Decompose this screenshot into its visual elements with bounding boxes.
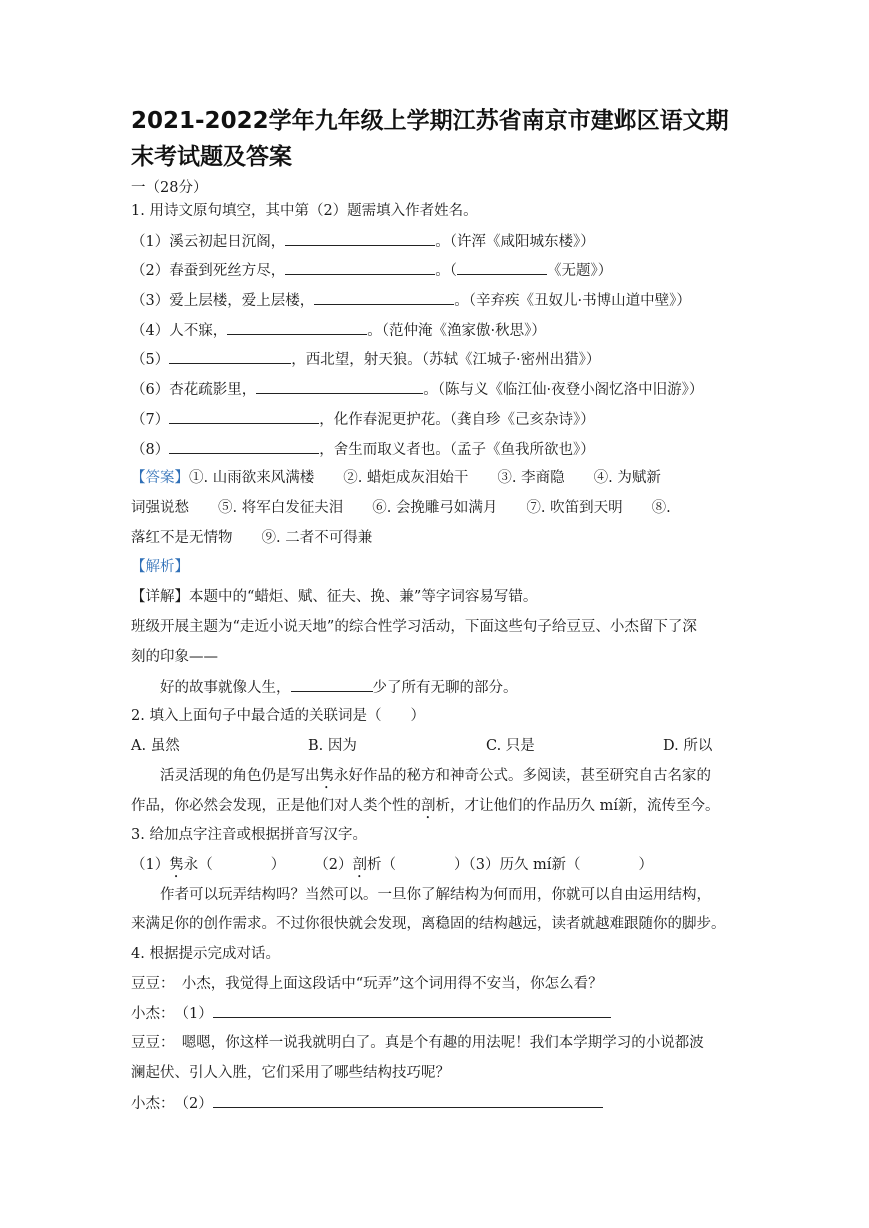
dotted-char: 剖 [421,798,436,814]
dialogue-doudou-2a: 豆豆： 嗯嗯，你这样一说我就明白了。真是个有趣的用法呢！我们本学期学习的小说都波 [131,1035,704,1051]
q1-item-7: （7） ，化作春泥更护花。（龚自珍《己亥杂诗》） [131,409,751,430]
q3-items: （1）隽永（ ） （2）剖析（ ）（3）历久 mí新（ ） [131,857,653,873]
blank-line[interactable] [256,379,423,394]
blank-line[interactable] [169,439,319,454]
blank-line[interactable] [285,231,435,246]
q4-stem: 4. 根据提示完成对话。 [131,946,280,962]
answer-blank[interactable] [213,1093,603,1108]
blank-line[interactable] [169,349,291,364]
q1-item-2: （2）春蚕到死丝方尽， 。（ 《无题》） [131,260,751,281]
blank-line[interactable] [457,260,547,275]
dialogue-xiaojie-1: 小杰： （1） [131,1003,751,1024]
dotted-char: 隽 [319,768,334,784]
blank-line[interactable] [285,260,435,275]
answer-tag: 【答案】 [131,470,189,486]
q1-item-1: （1）溪云初起日沉阁， 。（许浑《咸阳城东楼》） [131,231,751,252]
q1-item-8: （8） ，舍生而取义者也。（孟子《鱼我所欲也》） [131,439,751,460]
analysis-tag: 【解析】 [131,559,189,575]
example-sentence: 好的故事就像人生， 少了所有无聊的部分。 [160,677,780,698]
section-heading: 一（28分） [131,180,208,196]
option-a[interactable]: A. 虽然 [131,738,180,754]
q1-item-3: （3）爱上层楼，爱上层楼， 。（辛弃疾《丑奴儿·书博山道中壁》） [131,290,751,311]
q1-item-4: （4）人不寐， 。（范仲淹《渔家傲·秋思》） [131,320,751,341]
q1-stem: 1. 用诗文原句填空，其中第（2）题需填入作者姓名。 [131,203,478,219]
option-b[interactable]: B. 因为 [308,738,357,754]
answer-line-1: 【答案】①. 山雨欲来风满楼 ②. 蜡炬成灰泪始干 ③. 李商隐 ④. 为赋新 [131,470,661,486]
blank-line[interactable] [291,677,373,692]
blank-line[interactable] [169,409,319,424]
page-title: 2021-2022学年九年级上学期江苏省南京市建邺区语文期末考试题及答案 [131,108,729,170]
para3-line-1: 作者可以玩弄结构吗？当然可以。一旦你了解结构为何而用，你就可以自由运用结构， [160,887,711,903]
dialogue-doudou-2b: 澜起伏、引人入胜，它们采用了哪些结构技巧呢？ [131,1065,450,1081]
q3-stem: 3. 给加点字注音或根据拼音写汉字。 [131,827,367,843]
dialogue-doudou-1: 豆豆： 小杰，我觉得上面这段话中“玩弄”这个词用得不安当，你怎么看？ [131,976,603,992]
q1-item-5: （5） ，西北望，射天狼。（苏轼《江城子·密州出猎》） [131,349,751,370]
dotted-char: 隽 [169,857,184,873]
para3-line-2: 来满足你的创作需求。不过你很快就会发现，离稳固的结构越远，读者就越难跟随你的脚步。 [131,916,726,932]
blank-line[interactable] [227,320,367,335]
para2-line-1: 活灵活现的角色仍是写出隽永好作品的秘方和神奇公式。多阅读，甚至研究自古名家的 [160,768,711,784]
option-d[interactable]: D. 所以 [663,738,713,754]
answer-line-2: 词强说愁 ⑤. 将军白发征夫泪 ⑥. 会挽雕弓如满月 ⑦. 吹笛到天明 ⑧. [131,500,671,516]
q2-stem: 2. 填入上面句子中最合适的关联词是（ ） [131,708,425,724]
intro-line-1: 班级开展主题为“走近小说天地”的综合性学习活动，下面这些句子给豆豆、小杰留下了深 [131,619,697,635]
analysis-detail: 【详解】本题中的“蜡炬、赋、征夫、挽、兼”等字词容易写错。 [131,589,538,605]
intro-line-2: 刻的印象—— [131,649,218,665]
dialogue-xiaojie-2: 小杰： （2） [131,1093,751,1114]
dotted-char: 剖 [352,857,367,873]
answer-blank[interactable] [213,1003,611,1018]
blank-line[interactable] [314,290,454,305]
q1-item-6: （6）杏花疏影里， 。（陈与义《临江仙·夜登小阁忆洛中旧游》） [131,379,751,400]
option-c[interactable]: C. 只是 [486,738,535,754]
para2-line-2: 作品，你必然会发现，正是他们对人类个性的剖析，才让他们的作品历久 mí新，流传至今。 [131,798,720,814]
answer-line-3: 落红不是无情物 ⑨. 二者不可得兼 [131,530,373,546]
